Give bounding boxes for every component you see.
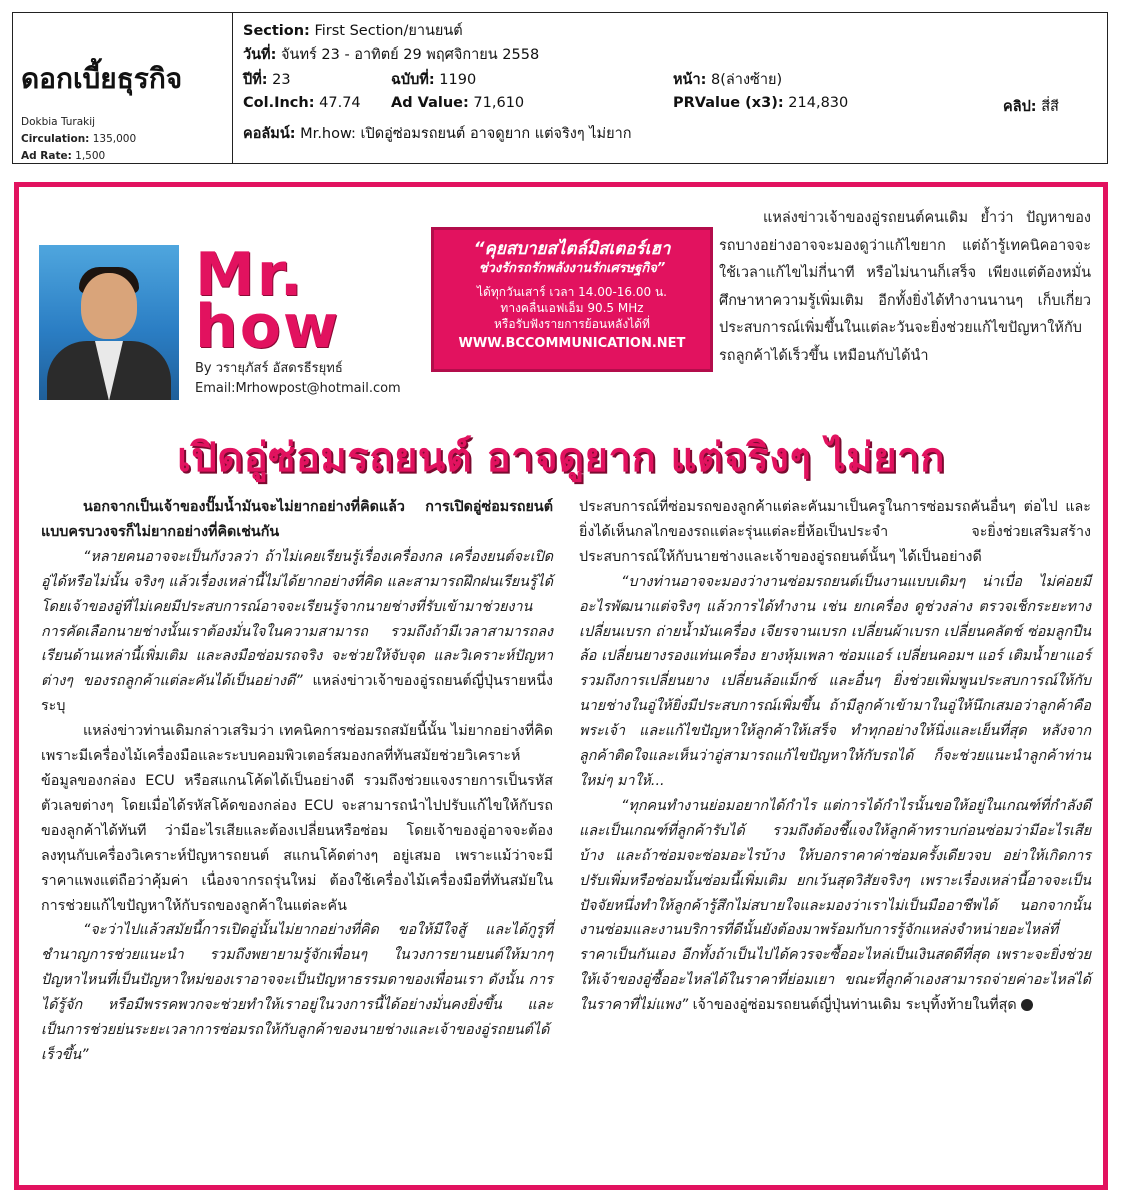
year-row: ปีที่: 23 ฉบับที่: 1190 หน้า: 8(ล่างซ้าย) (243, 68, 1103, 91)
clip-color: คลิป: สี่สี (1003, 99, 1059, 115)
ad-value: Ad Value: 71,610 (391, 95, 525, 111)
promo-title: “คุยสบายสไตล์มิสเตอร์เฮา (473, 239, 671, 259)
paragraph: แหล่งข่าวท่านเดิมกล่าวเสริมว่า เทคนิคการซ่อมรถสมัยนี้นั้น ไม่ยากอย่างที่คิด เพราะมีเครื่องไม้เครื่องมือและระบบคอมพิวเตอร์สมองกลที่ทันสมัยช่วยวิเคราะห์ข้อมูลของกล่อง ECU หรือสแกนโค้ดได้เป็นอย่างดี รวมถึงช่วยแจงรายการเป็นรหัสตัวเลขต่างๆ โดยเมื่อได้รหัสโค้ดของกล่อง ECU จะสามารถนำไปปรับแก้ไขให้กับรถของลูกค้าได้ทันที ว่ามีอะไรเสียและต้องเปลี่ยนหรือซ่อม โดยเจ้าของอู่อาจจะต้องลงทุนกับเครื่องวิเคราะห์ปัญหารถยนต์ สแกนโค้ดต่างๆ อยู่เสมอ เพราะแม้ว่าจะมีราคาแพงแต่ถือว่าคุ้มค่า เนื่องจากรถรุ่นใหม่ ต้องใช้เครื่องไม้เครื่องมือที่ทันสมัยในการช่วยแก้ไขปัญหาให้กับรถของลูกค้าในแต่ละคัน (41, 723, 553, 914)
promo-subtitle: ช่วงรักรถรักพลังงานรักเศรษฐกิจ” (478, 261, 666, 276)
publication-meta (21, 114, 136, 165)
quote-attribution: แหล่งข่าวเจ้าของอู่รถยนต์ญี่ปุ่นรายหนึ่งระบุ (41, 673, 553, 715)
quote: “หลายคนอาจจะเป็นกังวลว่า ถ้าไม่เคยเรียนรู้เรื่องเครื่องกล เครื่องยนต์จะเปิดอู่ได้หรือไม่นั้น จริงๆ แล้วเรื่องเหล่านี้ไม่ได้ยากอย่างที่คิด และสามารถฝึกฝนเรียนรู้ได้ โดยเจ้าของอู่ที่ไม่เคยมีประสบการณ์อาจจะเรียนรู้จากนายช่างที่รับเข้ามาช่วยงาน การคัดเลือกนายช่างนั้นเราต้องมั่นใจในความสามารถ รวมถึงถ้ามีเวลาสามารถลงเรียนด้านเหล่านี้เพิ่มเติม และลงมือซ่อมรถจริง จะช่วยให้จับจุด และวิเคราะห์ปัญหาต่างๆ ของรถลูกค้าแต่ละคันได้เป็นอย่างดี” (41, 548, 553, 690)
article-headline: เปิดอู่ซ่อมรถยนต์ อาจดูยาก แต่จริงๆ ไม่ยาก (177, 435, 945, 481)
paragraph: ประสบการณ์ที่ซ่อมรถของลูกค้าแต่ละคันมาเป็นครูในการซ่อมรถคันอื่นๆ ต่อไป และยิ่งได้เห็นกลไกของรถแต่ละรุ่นแต่ละยี่ห้อเป็นประจำ จะยิ่งช่วยเสริมสร้างประสบการณ์ให้กับนายช่างและเจ้าของอู่รถยนต์นั้นๆ ได้เป็นอย่างดี (579, 499, 1091, 565)
byline: By วรายุภัสร์ อัสดรธีรยุทธ์ (195, 361, 343, 376)
author-photo (39, 245, 179, 400)
promo-frequency: ทางคลื่นเอฟเอ็ม 90.5 MHz (500, 301, 644, 315)
promo-schedule: ได้ทุกวันเสาร์ เวลา 14.00-16.00 น. (477, 285, 667, 299)
clipping-info-box (12, 12, 1108, 164)
end-mark-icon (1021, 999, 1033, 1011)
column-logo: Mr. how (195, 240, 341, 362)
radio-promo-box (431, 227, 713, 372)
column-row: คอลัมน์: Mr.how: เปิดอู่ซ่อมรถยนต์ อาจดูยาก แต่จริงๆ ไม่ยาก (243, 126, 632, 142)
pr-value: PRValue (x3): 214,830 (673, 95, 849, 111)
right-intro-text: แหล่งข่าวเจ้าของอู่รถยนต์คนเดิม ย้ำว่า ปัญหาของรถบางอย่างอาจจะมองดูว่าแก้ไขยาก แต่ถ้ารู้เทคนิคอาจจะใช้เวลาแก้ไขไม่กี่นาที หรือไม่นานก็เสร็จ เพียงแต่ต้องหมั่นศึกษาหาความรู้เพิ่มเติม อีกทั้งยิ่งได้ทำงานนานๆ เก็บเกี่ยวประสบการณ์เพิ่มขึ้นในแต่ละวันจะยิ่งช่วยแก้ไขปัญหาให้กับรถลูกค้าได้เร็วขึ้น เหมือนกับได้นำ (719, 210, 1091, 364)
value-row: Col.Inch: 47.74 Ad Value: 71,610 PRValue (x3): 214,830 คลิป: สี่สี (243, 95, 1103, 111)
ad-rate: Ad Rate: 1,500 (21, 150, 106, 162)
article-column-right (579, 495, 1091, 1018)
article-column-left (41, 495, 553, 1068)
paragraph (41, 545, 553, 719)
date-row: วันที่: จันทร์ 23 - อาทิตย์ 29 พฤศจิกายน 2558 (243, 47, 540, 63)
quote: “ทุกคนทำงานย่อมอยากได้กำไร แต่การได้กำไรนั้นขอให้อยู่ในเกณฑ์ที่กำลังดี และเป็นเกณฑ์ที่ลูกค้ารับได้ รวมถึงต้องชี้แจงให้ลูกค้าทราบก่อนซ่อมว่ามีอะไรเสียบ้าง และถ้าซ่อมจะซ่อมอะไรบ้าง ให้บอกราคาค่าซ่อมครั้งเดียวจบ อย่าให้เกิดการปรับเพิ่มหรือซ่อมนั้นซ่อมนี้เพิ่มเติม ยกเว้นสุดวิสัยจริงๆ เพราะเรื่องเหล่านี้อาจจะเป็นปัจจัยหนึ่งทำให้ลูกค้ารู้สึกไม่สบายใจและมองว่าเราไม่เป็นมืออาชีพได้ นอกจากนั้น งานซ่อมและงานบริการที่ดีนั้นยังต้องมาพร้อมกับการรู้จักแหล่งจำหน่ายอะไหล่ที่ราคาเป็นกันเอง อีกทั้งถ้าเป็นไปได้ควรจะซื้ออะไหล่เป็นเงินสดดีที่สุด เพราะจะยิ่งช่วยให้เจ้าของอู่ซื้ออะไหล่ได้ในราคาที่ย่อมเยา ขณะที่ลูกค้าเองสามารถจ่ายค่าอะไหล่ได้ในราคาที่ไม่แพง” (579, 797, 1091, 1014)
publication-name: ดอกเบี้ยธุรกิจ (21, 62, 183, 95)
author-email: Email:Mrhowpost@hotmail.com (195, 381, 401, 396)
info-cell (233, 13, 1107, 163)
quote: “บางท่านอาจจะมองว่างานซ่อมรถยนต์เป็นงานแบบเดิมๆ น่าเบื่อ ไม่ค่อยมีอะไรพัฒนาแต่จริงๆ แล้วการได้ทำงาน เช่น ยกเครื่อง ดูช่วงล่าง ตรวจเช็กระยะทาง เปลี่ยนเบรก ถ่ายน้ำมันเครื่อง เจียรจานเบรก เปลี่ยนผ้าเบรก เปลี่ยนคลัตช์ ซ่อมลูกปืนล้อ เปลี่ยนยางรองแท่นเครื่อง ยางหุ้มเพลา ซ่อมแอร์ เปลี่ยนคอมฯ แอร์ เติมน้ำยาแอร์ รวมถึงการเปลี่ยนยาง เปลี่ยนล้อแม็กซ์ และอื่นๆ ยิ่งช่วยเพิ่มพูนประสบการณ์ให้กับนายช่างในอู่ให้ยิ่งมีประสบการณ์เพิ่มขึ้น ถ้ามีลูกค้าเข้ามาในอู่ให้นึกเสมอว่าลูกค้าคือพระเจ้า และแก้ไขปัญหาให้ลูกค้าให้เสร็จ ทำทุกอย่างให้นิ่งและเย็นที่สุด หลังจากลูกค้าติดใจและเห็นว่าอู่สามารถแก้ไขปัญหาให้กับรถได้ ก็จะช่วยแนะนำลูกค้าท่านใหม่ๆ มาให้... (579, 573, 1091, 789)
article-frame (14, 182, 1108, 1190)
quote: “จะว่าไปแล้วสมัยนี้การเปิดอู่นั้นไม่ยากอย่างที่คิด ขอให้มีใจสู้ และได้กูรูที่ชำนาญการช่วยแนะนำ รวมถึงพยายามรู้จักเพื่อนๆ ในวงการยานยนต์ให้มากๆ ปัญหาไหนที่เป็นปัญหาใหม่ของเราอาจจะเป็นปัญหาธรรมดาของเพื่อนเรา ดังนั้น การได้รู้จัก หรือมีพรรคพวกจะช่วยทำให้เราอยู่ในวงการนี้ได้อย่างมั่นคงยิ่งขึ้น และเป็นการช่วยย่นระยะเวลาการซ่อมรถให้กับลูกค้าของนายช่างและเจ้าของอู่รถยนต์ได้เร็วขึ้น” (41, 922, 553, 1063)
circulation: Circulation: 135,000 (21, 133, 137, 145)
promo-replay: หรือรับฟังรายการย้อนหลังได้ที่ (494, 317, 650, 331)
paragraph (579, 794, 1091, 1018)
page-number: หน้า: 8(ล่างซ้าย) (673, 72, 783, 88)
issue: ฉบับที่: 1190 (391, 72, 477, 88)
promo-url: WWW.BCCOMMUNICATION.NET (458, 336, 686, 351)
lead-paragraph: นอกจากเป็นเจ้าของปั๊มน้ำมันจะไม่ยากอย่างที่คิดแล้ว การเปิดอู่ซ่อมรถยนต์แบบครบวงจรก็ไม่ยากอย่างที่คิดเช่นกัน (41, 499, 553, 540)
publication-name-en: Dokbia Turakij (21, 116, 96, 128)
section-row: Section: First Section/ยานยนต์ (243, 23, 463, 39)
quote-attribution: เจ้าของอู่ซ่อมรถยนต์ญี่ปุ่นท่านเดิม ระบุทิ้งท้ายในที่สุด (688, 997, 1017, 1014)
publication-cell (13, 13, 233, 163)
